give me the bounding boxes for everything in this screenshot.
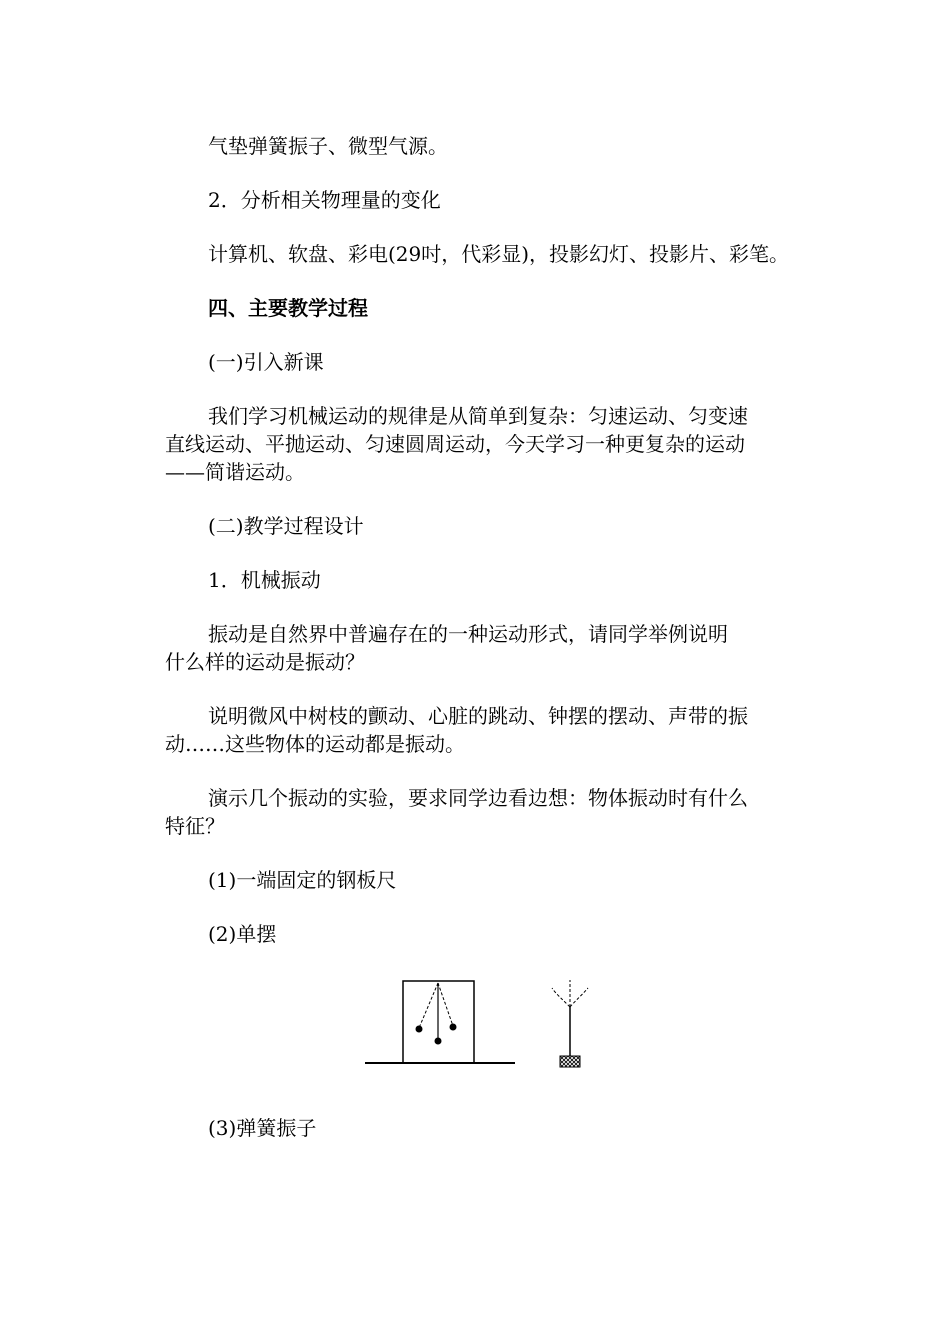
list-item-3: (3)弹簧振子: [208, 1116, 317, 1140]
text-line-8: ——简谐运动。: [165, 460, 305, 484]
text-line-15: 演示几个振动的实验，要求同学边看边想：物体振动时有什么: [208, 786, 748, 810]
pendulum-figure: [360, 972, 600, 1072]
text-line-7: 直线运动、平抛运动、匀速圆周运动，今天学习一种更复杂的运动: [165, 432, 745, 456]
text-line-3: 计算机、软盘、彩电(29吋，代彩显)，投影幻灯、投影片、彩笔。: [208, 242, 790, 266]
text-line-6: 我们学习机械运动的规律是从简单到复杂：匀速运动、匀变速: [208, 404, 748, 428]
section-heading: 四、主要教学过程: [208, 296, 368, 320]
pendulum-strings: [419, 983, 453, 1039]
text-line-13: 说明微风中树枝的颤动、心脏的跳动、钟摆的摆动、声带的振: [208, 704, 748, 728]
text-line-11: 振动是自然界中普遍存在的一种运动形式，请同学举例说明: [208, 622, 728, 646]
list-item-2: (2)单摆: [208, 922, 277, 946]
text-line-10: 1．机械振动: [208, 568, 321, 592]
rod-swing-right: [570, 988, 588, 1007]
text-line-2: 2．分析相关物理量的变化: [208, 188, 441, 212]
text-line-1: 气垫弹簧振子、微型气源。: [208, 134, 448, 158]
subsection-heading-2: (二)教学过程设计: [208, 514, 364, 538]
rod-base-block: [560, 1056, 580, 1067]
pendulum-bob-left: [416, 1026, 423, 1033]
subsection-heading-1: (一)引入新课: [208, 350, 324, 374]
pendulum-bob-right: [450, 1024, 457, 1031]
rod-swing-left: [552, 988, 570, 1007]
list-item-1: (1)一端固定的钢板尺: [208, 868, 397, 892]
text-line-14: 动……这些物体的运动都是振动。: [165, 732, 465, 756]
text-line-12: 什么样的运动是振动？: [165, 650, 365, 674]
text-line-16: 特征？: [165, 814, 225, 838]
pendulum-bob-center: [435, 1038, 442, 1045]
